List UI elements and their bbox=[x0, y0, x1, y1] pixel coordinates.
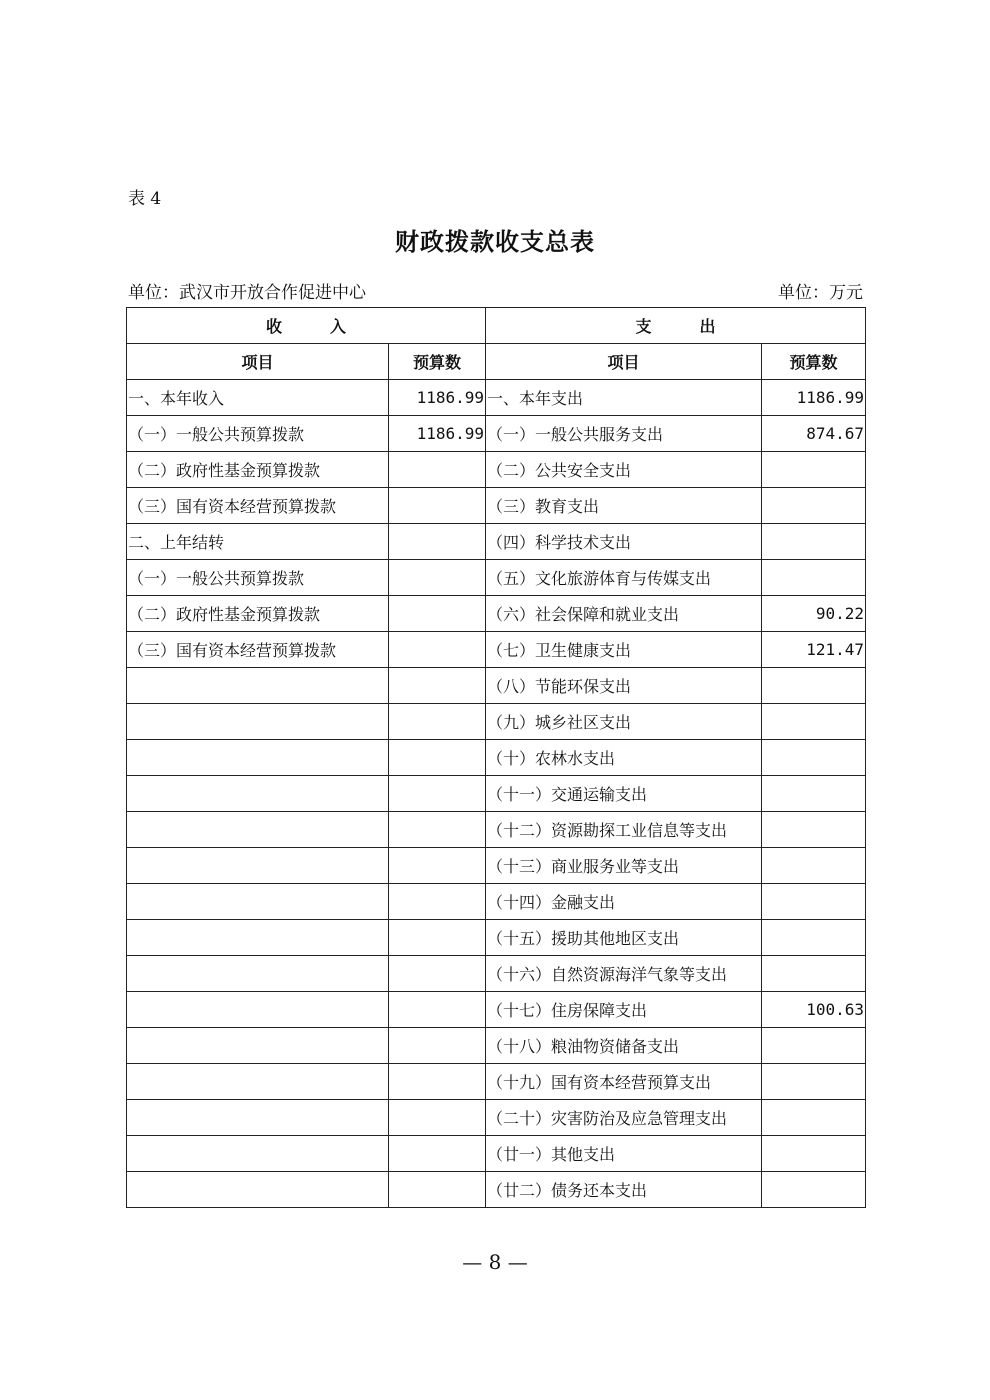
income-budget-cell bbox=[389, 668, 486, 704]
section-header-row bbox=[127, 308, 866, 344]
expense-budget-cell bbox=[762, 560, 866, 596]
table-row bbox=[127, 1172, 866, 1208]
income-item-cell bbox=[127, 704, 389, 740]
income-item-cell bbox=[127, 1100, 389, 1136]
income-item-cell: 二、上年结转 bbox=[127, 524, 389, 560]
budget-table-body bbox=[127, 308, 866, 1208]
table-row bbox=[127, 884, 866, 920]
table-row bbox=[127, 1064, 866, 1100]
income-budget-cell bbox=[389, 488, 486, 524]
expense-budget-cell bbox=[762, 1028, 866, 1064]
expense-item-cell: （八）节能环保支出 bbox=[486, 668, 762, 704]
income-item-cell bbox=[127, 740, 389, 776]
income-budget-cell bbox=[389, 992, 486, 1028]
budget-table bbox=[126, 307, 866, 1208]
income-item-cell bbox=[127, 956, 389, 992]
expense-budget-cell bbox=[762, 452, 866, 488]
expense-budget-cell: 100.63 bbox=[762, 992, 866, 1028]
income-budget-cell: 1186.99 bbox=[389, 380, 486, 416]
expense-item-cell: （三）教育支出 bbox=[486, 488, 762, 524]
income-item-cell bbox=[127, 920, 389, 956]
expense-item-cell: （一）一般公共服务支出 bbox=[486, 416, 762, 452]
expense-budget-cell bbox=[762, 848, 866, 884]
expense-item-cell: （十五）援助其他地区支出 bbox=[486, 920, 762, 956]
income-budget-cell bbox=[389, 1100, 486, 1136]
expense-budget-cell: 874.67 bbox=[762, 416, 866, 452]
expense-item-cell: （十一）交通运输支出 bbox=[486, 776, 762, 812]
table-row bbox=[127, 704, 866, 740]
income-budget-cell bbox=[389, 524, 486, 560]
expense-item-cell: （廿一）其他支出 bbox=[486, 1136, 762, 1172]
table-label: 表 4 bbox=[128, 189, 162, 209]
expense-item-cell: （十）农林水支出 bbox=[486, 740, 762, 776]
expense-budget-cell bbox=[762, 668, 866, 704]
expense-item-cell: （十六）自然资源海洋气象等支出 bbox=[486, 956, 762, 992]
income-item-cell bbox=[127, 992, 389, 1028]
table-row bbox=[127, 1100, 866, 1136]
income-budget-cell bbox=[389, 740, 486, 776]
income-budget-cell bbox=[389, 452, 486, 488]
table-row bbox=[127, 848, 866, 884]
expense-budget-cell bbox=[762, 1100, 866, 1136]
table-row bbox=[127, 920, 866, 956]
income-budget-cell bbox=[389, 632, 486, 668]
income-item-cell: （三）国有资本经营预算拨款 bbox=[127, 632, 389, 668]
income-item-cell: （二）政府性基金预算拨款 bbox=[127, 596, 389, 632]
expense-budget-cell bbox=[762, 776, 866, 812]
expense-item-cell: （四）科学技术支出 bbox=[486, 524, 762, 560]
income-item-cell: （三）国有资本经营预算拨款 bbox=[127, 488, 389, 524]
income-item-cell bbox=[127, 812, 389, 848]
expense-item-cell: （十三）商业服务业等支出 bbox=[486, 848, 762, 884]
expense-budget-cell bbox=[762, 884, 866, 920]
income-item-cell bbox=[127, 776, 389, 812]
income-item-cell bbox=[127, 884, 389, 920]
income-budget-cell bbox=[389, 848, 486, 884]
table-row bbox=[127, 560, 866, 596]
income-budget-cell bbox=[389, 956, 486, 992]
income-budget-cell bbox=[389, 596, 486, 632]
expense-item-cell: （七）卫生健康支出 bbox=[486, 632, 762, 668]
income-item-cell: （一）一般公共预算拨款 bbox=[127, 416, 389, 452]
expense-item-cell: （十七）住房保障支出 bbox=[486, 992, 762, 1028]
expense-item-cell: （五）文化旅游体育与传媒支出 bbox=[486, 560, 762, 596]
income-item-cell: （二）政府性基金预算拨款 bbox=[127, 452, 389, 488]
expense-item-cell: （十四）金融支出 bbox=[486, 884, 762, 920]
table-row bbox=[127, 1136, 866, 1172]
table-row bbox=[127, 524, 866, 560]
table-row bbox=[127, 812, 866, 848]
income-budget-cell bbox=[389, 1064, 486, 1100]
expense-budget-cell bbox=[762, 920, 866, 956]
table-row bbox=[127, 380, 866, 416]
table-row bbox=[127, 956, 866, 992]
income-item-cell bbox=[127, 668, 389, 704]
expense-item-cell: （二十）灾害防治及应急管理支出 bbox=[486, 1100, 762, 1136]
table-row bbox=[127, 596, 866, 632]
expense-item-col-header: 项目 bbox=[486, 344, 762, 380]
income-item-cell: 一、本年收入 bbox=[127, 380, 389, 416]
expense-budget-cell bbox=[762, 956, 866, 992]
expense-budget-cell bbox=[762, 1172, 866, 1208]
table-row bbox=[127, 776, 866, 812]
income-item-cell: （一）一般公共预算拨款 bbox=[127, 560, 389, 596]
table-row bbox=[127, 992, 866, 1028]
income-item-cell bbox=[127, 1064, 389, 1100]
table-row bbox=[127, 1028, 866, 1064]
income-budget-cell bbox=[389, 560, 486, 596]
income-item-cell bbox=[127, 1172, 389, 1208]
expense-header: 支 出 bbox=[486, 308, 866, 344]
page-title: 财政拨款收支总表 bbox=[395, 227, 595, 256]
income-item-cell bbox=[127, 1136, 389, 1172]
expense-budget-cell: 121.47 bbox=[762, 632, 866, 668]
page-number: — 8 — bbox=[462, 1250, 528, 1274]
expense-budget-cell bbox=[762, 704, 866, 740]
income-budget-cell bbox=[389, 812, 486, 848]
unit-currency: 单位：万元 bbox=[778, 283, 863, 303]
expense-budget-cell bbox=[762, 1136, 866, 1172]
expense-item-cell: （十二）资源勘探工业信息等支出 bbox=[486, 812, 762, 848]
expense-item-cell: （十九）国有资本经营预算支出 bbox=[486, 1064, 762, 1100]
income-budget-cell bbox=[389, 776, 486, 812]
expense-item-cell: （二）公共安全支出 bbox=[486, 452, 762, 488]
income-budget-cell bbox=[389, 704, 486, 740]
income-budget-cell bbox=[389, 1172, 486, 1208]
table-row bbox=[127, 740, 866, 776]
table-row bbox=[127, 452, 866, 488]
income-budget-cell bbox=[389, 920, 486, 956]
income-header: 收 入 bbox=[127, 308, 486, 344]
table-row bbox=[127, 488, 866, 524]
income-budget-cell: 1186.99 bbox=[389, 416, 486, 452]
expense-budget-cell bbox=[762, 488, 866, 524]
expense-item-cell: （六）社会保障和就业支出 bbox=[486, 596, 762, 632]
expense-budget-col-header: 预算数 bbox=[762, 344, 866, 380]
expense-budget-cell bbox=[762, 812, 866, 848]
income-budget-cell bbox=[389, 884, 486, 920]
income-item-col-header: 项目 bbox=[127, 344, 389, 380]
expense-budget-cell: 90.22 bbox=[762, 596, 866, 632]
column-header-row bbox=[127, 344, 866, 380]
expense-item-cell: （廿二）债务还本支出 bbox=[486, 1172, 762, 1208]
table-row bbox=[127, 632, 866, 668]
income-item-cell bbox=[127, 1028, 389, 1064]
expense-budget-cell bbox=[762, 740, 866, 776]
income-budget-cell bbox=[389, 1028, 486, 1064]
expense-budget-cell: 1186.99 bbox=[762, 380, 866, 416]
expense-item-cell: 一、本年支出 bbox=[486, 380, 762, 416]
expense-budget-cell bbox=[762, 1064, 866, 1100]
income-item-cell bbox=[127, 848, 389, 884]
table-row bbox=[127, 668, 866, 704]
expense-budget-cell bbox=[762, 524, 866, 560]
expense-item-cell: （九）城乡社区支出 bbox=[486, 704, 762, 740]
unit-organization: 单位：武汉市开放合作促进中心 bbox=[128, 283, 366, 303]
income-budget-cell bbox=[389, 1136, 486, 1172]
income-budget-col-header: 预算数 bbox=[389, 344, 486, 380]
table-row bbox=[127, 416, 866, 452]
expense-item-cell: （十八）粮油物资储备支出 bbox=[486, 1028, 762, 1064]
